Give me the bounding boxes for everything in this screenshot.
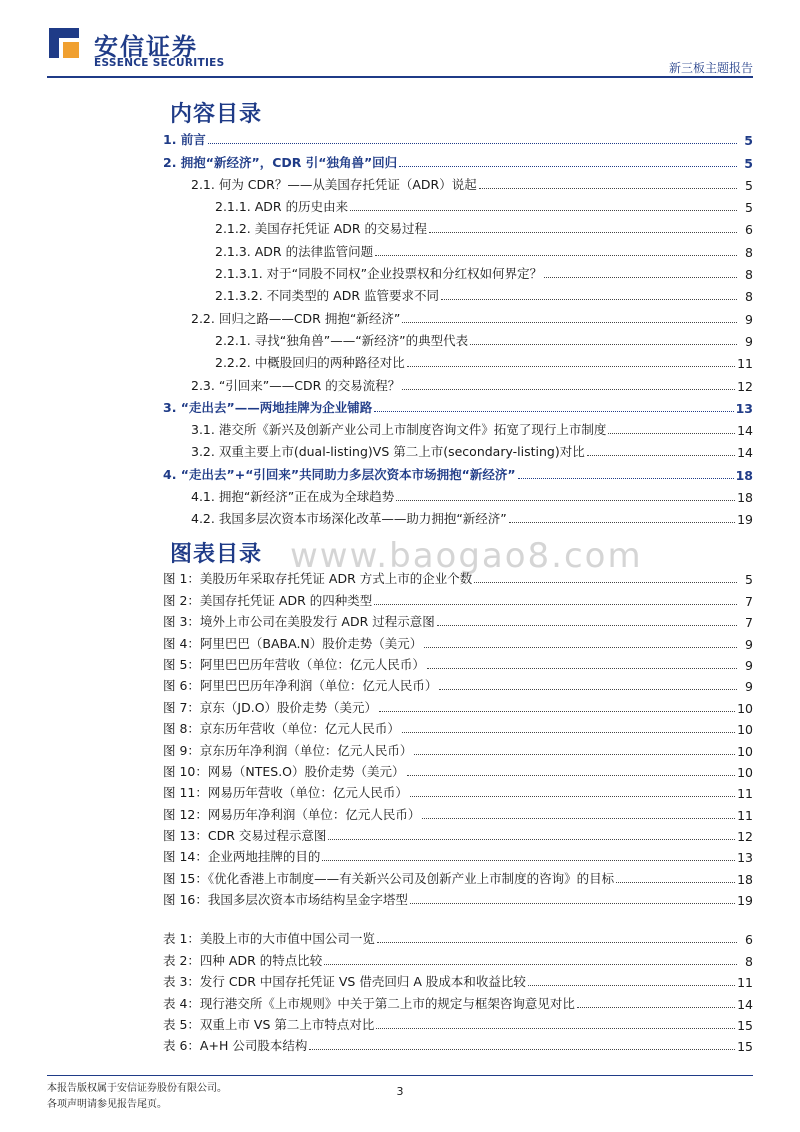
figure-entry-label: 图 15：《优化香港上市制度——有关新兴公司及创新产业上市制度的咨询》的目标 <box>163 870 615 886</box>
toc-entry[interactable] <box>163 460 753 482</box>
toc-entry-page: 18 <box>735 467 753 483</box>
figure-entry-label: 图 11：网易历年营收（单位：亿元人民币） <box>163 785 408 801</box>
table-entry-page: 14 <box>737 996 753 1012</box>
toc-entry[interactable] <box>163 171 753 193</box>
toc-entry-label: 2.1.1. ADR 的历史由来 <box>215 199 349 215</box>
figure-entry[interactable] <box>163 759 753 780</box>
toc-entry[interactable] <box>163 349 753 371</box>
figure-entry[interactable] <box>163 780 753 801</box>
toc-entry[interactable] <box>163 282 753 304</box>
toc-entry-label: 2.1.3.1. 对于“同股不同权”企业投票权和分红权如何界定？ <box>215 266 543 282</box>
table-entry-page: 6 <box>745 932 753 948</box>
figure-entry[interactable] <box>163 844 753 865</box>
figure-entry-label: 图 3：境外上市公司在美股发行 ADR 过程示意图 <box>163 614 435 630</box>
figure-entry-page: 10 <box>737 722 753 738</box>
toc-entry[interactable] <box>163 438 753 460</box>
figure-entry-page: 19 <box>737 893 753 909</box>
table-entry-label: 表 6：A+H 公司股本结构 <box>163 1038 308 1054</box>
toc-entry[interactable] <box>163 148 753 170</box>
toc-entry-label: 3. “走出去”——两地挂牌为企业铺路 <box>163 399 373 415</box>
figure-entry[interactable] <box>163 609 753 630</box>
figure-entry-page: 9 <box>745 636 753 652</box>
figure-entry-label: 图 13：CDR 交易过程示意图 <box>163 828 327 844</box>
toc-entry-label: 2.2.1. 寻找“独角兽”——“新经济”的典型代表 <box>215 332 469 348</box>
figure-entry[interactable] <box>163 823 753 844</box>
figure-entry-page: 11 <box>737 807 753 823</box>
toc-entry-page: 5 <box>744 155 753 171</box>
toc-entry-label: 4.2. 我国多层次资本市场深化改革——助力拥抱“新经济” <box>191 511 507 527</box>
toc-entry-page: 12 <box>737 378 753 394</box>
toc-entry-page: 5 <box>744 133 753 149</box>
toc-entry-page: 8 <box>745 289 753 305</box>
figure-entry-page: 13 <box>737 850 753 866</box>
figure-entry-label: 图 10：网易（NTES.O）股价走势（美元） <box>163 763 405 779</box>
figure-entry[interactable] <box>163 673 753 694</box>
toc-entry-page: 18 <box>737 490 753 506</box>
figure-entry[interactable] <box>163 652 753 673</box>
figure-entry-label: 图 8：京东历年营收（单位：亿元人民币） <box>163 721 400 737</box>
toc-entry[interactable] <box>163 126 753 148</box>
toc-entry-label: 2.1.2. 美国存托凭证 ADR 的交易过程 <box>215 221 428 237</box>
table-list <box>163 926 753 1054</box>
figure-entry-page: 12 <box>737 829 753 845</box>
footer-copyright: 本报告版权属于安信证券股份有限公司。 <box>47 1083 227 1094</box>
table-entry-page: 15 <box>737 1039 753 1055</box>
page-number: 3 <box>396 1085 404 1098</box>
toc-entry-label: 2. 拥抱“新经济”，CDR 引“独角兽”回归 <box>163 154 398 170</box>
toc-entry-page: 14 <box>737 445 753 461</box>
figure-entry-label: 图 9：京东历年净利润（单位：亿元人民币） <box>163 742 413 758</box>
toc-entry-label: 2.2. 回归之路——CDR 拥抱“新经济” <box>191 310 401 326</box>
figure-entry[interactable] <box>163 630 753 651</box>
figure-entry[interactable] <box>163 887 753 908</box>
figure-entry[interactable] <box>163 865 753 886</box>
table-entry-label: 表 3：发行 CDR 中国存托凭证 VS 借壳回归 A 股成本和收益比较 <box>163 974 526 990</box>
footer-notice: 各项声明请参见报告尾页。 <box>47 1099 167 1110</box>
toc-entry[interactable] <box>163 394 753 416</box>
toc-entry-page: 8 <box>745 267 753 283</box>
toc-title: 内容目录 <box>170 102 263 127</box>
table-entry-label: 表 5：双重上市 VS 第二上市特点对比 <box>163 1016 375 1032</box>
toc-entry-page: 14 <box>737 423 753 439</box>
toc-entry[interactable] <box>163 416 753 438</box>
table-entry-page: 15 <box>737 1017 753 1033</box>
toc-entry-page: 13 <box>735 400 753 416</box>
figure-entry[interactable] <box>163 587 753 608</box>
table-entry[interactable] <box>163 1033 753 1054</box>
table-entry-page: 11 <box>737 975 753 991</box>
figure-entry-page: 5 <box>745 572 753 588</box>
figure-list <box>163 566 753 908</box>
table-entry[interactable] <box>163 947 753 968</box>
toc-entry-page: 19 <box>737 512 753 528</box>
table-entry[interactable] <box>163 926 753 947</box>
table-entry[interactable] <box>163 1012 753 1033</box>
header-divider <box>47 76 753 78</box>
toc-entry[interactable] <box>163 505 753 527</box>
table-entry[interactable] <box>163 969 753 990</box>
toc-entry-label: 2.1.3. ADR 的法律监管问题 <box>215 243 374 259</box>
toc-entry-page: 8 <box>745 244 753 260</box>
figure-entry-page: 7 <box>745 593 753 609</box>
figure-entry-label: 图 6：阿里巴巴历年净利润（单位：亿元人民币） <box>163 678 438 694</box>
toc-entry-label: 3.2. 双重主要上市(dual-listing)VS 第二上市(secondary-listing)对比 <box>191 444 585 460</box>
toc-entry-label: 1. 前言 <box>163 132 206 148</box>
figure-entry-label: 图 2：美国存托凭证 ADR 的四种类型 <box>163 592 373 608</box>
table-entry-label: 表 2：四种 ADR 的特点比较 <box>163 952 323 968</box>
toc-entry-page: 9 <box>745 311 753 327</box>
brand-english-name: ESSENCE SECURITIES <box>94 57 225 69</box>
toc-entry[interactable] <box>163 304 753 326</box>
figures-title: 图表目录 <box>170 542 263 567</box>
figure-entry-page: 10 <box>737 764 753 780</box>
toc-entry-label: 4.1. 拥抱“新经济”正在成为全球趋势 <box>191 489 395 505</box>
figure-entry-page: 7 <box>745 615 753 631</box>
toc-entry-label: 2.1.3.2. 不同类型的 ADR 监管要求不同 <box>215 288 439 304</box>
figure-entry-label: 图 7：京东（JD.O）股价走势（美元） <box>163 699 378 715</box>
figure-entry-page: 9 <box>745 679 753 695</box>
page-header <box>0 0 800 80</box>
figure-entry-page: 18 <box>737 871 753 887</box>
toc-entry[interactable] <box>163 483 753 505</box>
toc-entry-page: 6 <box>745 222 753 238</box>
toc-entry[interactable] <box>163 260 753 282</box>
toc-entry[interactable] <box>163 237 753 259</box>
table-entry-label: 表 1：美股上市的大市值中国公司一览 <box>163 931 375 947</box>
report-type: 新三板主题报告 <box>668 61 753 75</box>
toc-entry[interactable] <box>163 193 753 215</box>
toc-entry-label: 2.2.2. 中概股回归的两种路径对比 <box>215 355 405 371</box>
brand-name: 安信证券 <box>94 33 198 61</box>
table-entry-label: 表 4：现行港交所《上市规则》中关于第二上市的规定与框架咨询意见对比 <box>163 995 575 1011</box>
footer-divider <box>47 1075 753 1076</box>
figure-entry[interactable] <box>163 737 753 758</box>
toc-entry-page: 11 <box>737 356 753 372</box>
figure-entry-label: 图 1：美股历年采取存托凭证 ADR 方式上市的企业个数 <box>163 571 473 587</box>
figure-entry-page: 9 <box>745 657 753 673</box>
toc-entry-page: 5 <box>745 177 753 193</box>
table-of-contents <box>163 126 753 527</box>
toc-entry[interactable] <box>163 215 753 237</box>
figure-entry-page: 10 <box>737 700 753 716</box>
watermark: www.baogao8.com <box>290 536 643 576</box>
table-entry[interactable] <box>163 990 753 1011</box>
figure-entry[interactable] <box>163 694 753 715</box>
figure-entry[interactable] <box>163 566 753 587</box>
toc-entry-label: 2.3. “引回来”——CDR 的交易流程？ <box>191 377 401 393</box>
essence-logo-icon <box>47 26 81 60</box>
toc-entry-label: 3.1. 港交所《新兴及创新产业公司上市制度咨询文件》拓宽了现行上市制度 <box>191 422 607 438</box>
figure-entry-label: 图 16：我国多层次资本市场结构呈金字塔型 <box>163 892 408 908</box>
table-entry-page: 8 <box>745 953 753 969</box>
toc-entry-page: 9 <box>745 333 753 349</box>
figure-entry-label: 图 4：阿里巴巴（BABA.N）股价走势（美元） <box>163 635 423 651</box>
toc-entry-label: 2.1. 何为 CDR？——从美国存托凭证（ADR）说起 <box>191 176 477 192</box>
figure-entry-label: 图 5：阿里巴巴历年营收（单位：亿元人民币） <box>163 656 425 672</box>
toc-entry[interactable] <box>163 327 753 349</box>
figure-entry[interactable] <box>163 716 753 737</box>
figure-entry-label: 图 14：企业两地挂牌的目的 <box>163 849 321 865</box>
toc-entry-page: 5 <box>745 200 753 216</box>
figure-entry-page: 10 <box>737 743 753 759</box>
toc-entry-label: 4. “走出去”+“引回来”共同助力多层次资本市场拥抱“新经济” <box>163 466 516 482</box>
figure-entry-page: 11 <box>737 786 753 802</box>
figure-entry-label: 图 12：网易历年净利润（单位：亿元人民币） <box>163 806 421 822</box>
toc-entry[interactable] <box>163 371 753 393</box>
figure-entry[interactable] <box>163 801 753 822</box>
